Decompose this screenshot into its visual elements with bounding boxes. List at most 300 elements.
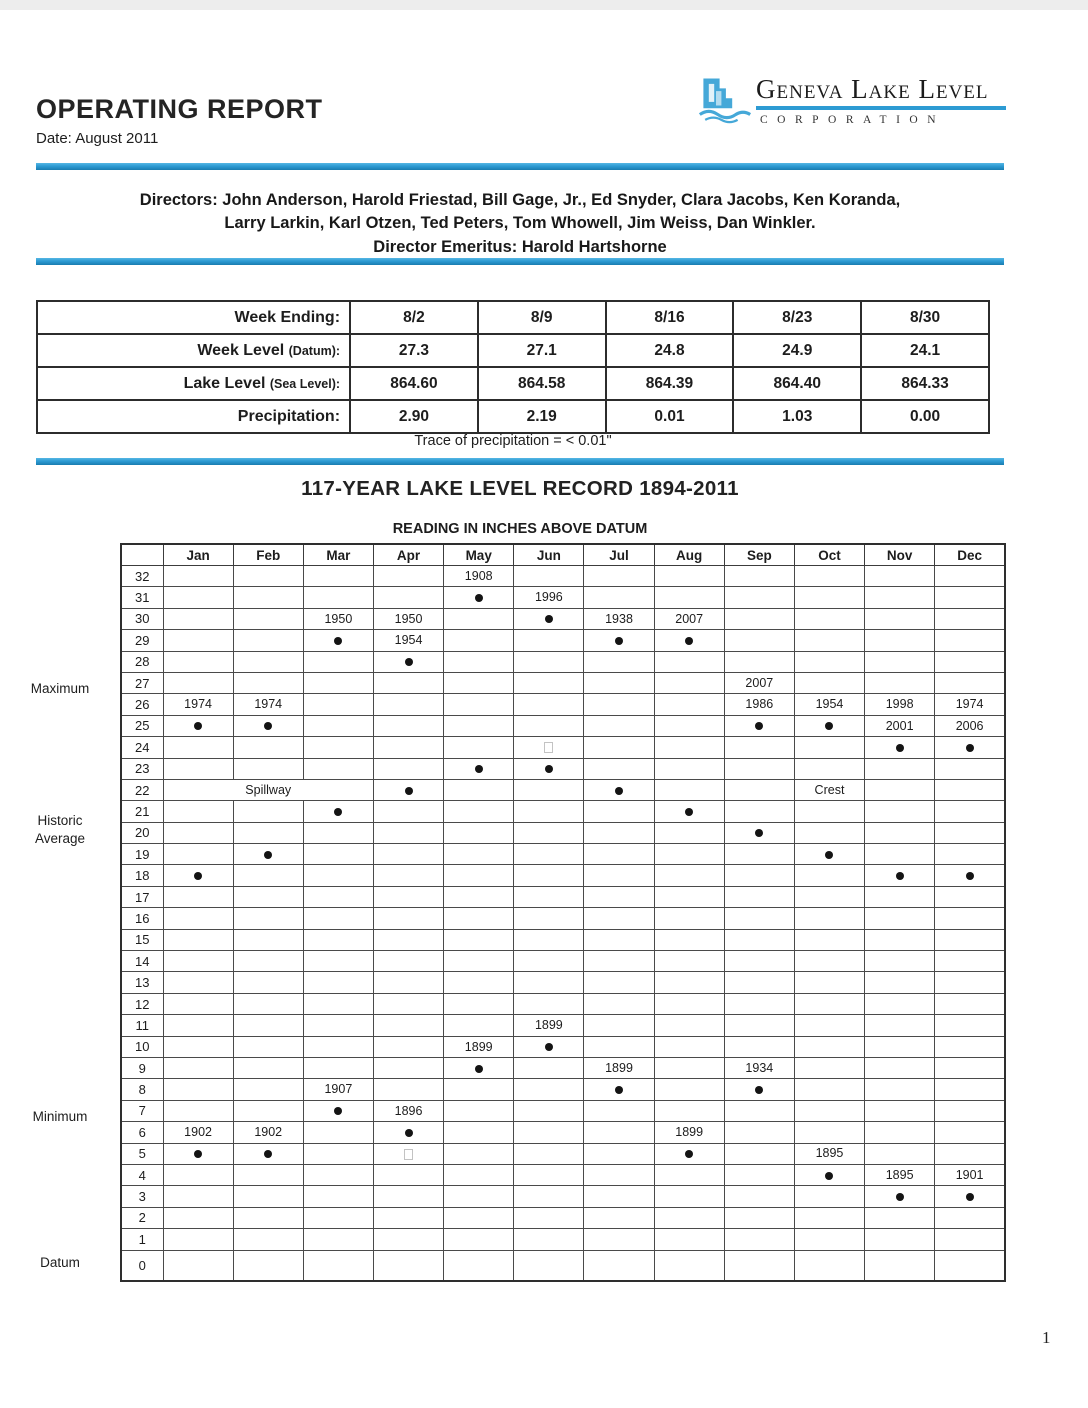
grid-cell bbox=[303, 651, 373, 672]
grid-cell bbox=[373, 758, 443, 779]
directors-line-2: Larry Larkin, Karl Otzen, Ted Peters, Tom Whowell, Jim Weiss, Dan Winkler. bbox=[224, 214, 816, 233]
grid-cell bbox=[514, 993, 584, 1014]
grid-cell bbox=[303, 1229, 373, 1250]
record-year-annotation: 1896 bbox=[373, 1100, 443, 1121]
grid-cell bbox=[373, 1015, 443, 1036]
grid-corner-cell bbox=[121, 544, 163, 566]
grid-cell bbox=[935, 630, 1005, 651]
record-year-annotation: 1895 bbox=[865, 1164, 935, 1185]
grid-cell bbox=[935, 566, 1005, 587]
weekly-row-label: Week Ending: bbox=[37, 301, 350, 334]
record-dot-marker bbox=[966, 744, 974, 752]
grid-cell bbox=[233, 715, 303, 736]
level-tick-label: 20 bbox=[121, 822, 163, 843]
grid-cell bbox=[514, 737, 584, 758]
grid-cell bbox=[163, 608, 233, 629]
grid-cell bbox=[865, 1143, 935, 1164]
record-dot-marker bbox=[825, 722, 833, 730]
grid-cell bbox=[444, 993, 514, 1014]
grid-cell bbox=[865, 972, 935, 993]
grid-cell bbox=[163, 1036, 233, 1057]
record-dot-marker bbox=[545, 615, 553, 623]
grid-cell bbox=[654, 1036, 724, 1057]
grid-cell bbox=[724, 1015, 794, 1036]
grid-cell bbox=[163, 1186, 233, 1207]
grid-cell bbox=[514, 1036, 584, 1057]
grid-cell bbox=[444, 1143, 514, 1164]
grid-cell bbox=[303, 566, 373, 587]
grid-cell bbox=[794, 651, 864, 672]
grid-cell bbox=[654, 886, 724, 907]
level-tick-label: 11 bbox=[121, 1015, 163, 1036]
grid-cell bbox=[794, 1015, 864, 1036]
grid-level-row bbox=[121, 587, 1005, 608]
record-year-annotation: 1908 bbox=[444, 566, 514, 587]
record-year-annotation: 1950 bbox=[303, 608, 373, 629]
record-year-annotation: 1950 bbox=[373, 608, 443, 629]
grid-cell bbox=[724, 951, 794, 972]
grid-cell bbox=[233, 908, 303, 929]
grid-level-row bbox=[121, 929, 1005, 950]
grid-cell bbox=[654, 630, 724, 651]
grid-level-row bbox=[121, 1186, 1005, 1207]
grid-cell bbox=[654, 801, 724, 822]
grid-cell bbox=[935, 651, 1005, 672]
grid-cell bbox=[654, 1079, 724, 1100]
grid-cell bbox=[163, 1207, 233, 1228]
grid-cell bbox=[514, 758, 584, 779]
grid-cell bbox=[794, 630, 864, 651]
month-header-oct: Oct bbox=[794, 544, 864, 566]
historic-average-label: Historic Average bbox=[34, 813, 86, 846]
grid-cell bbox=[865, 1207, 935, 1228]
grid-cell bbox=[163, 1229, 233, 1250]
grid-cell bbox=[724, 908, 794, 929]
grid-cell bbox=[935, 779, 1005, 800]
grid-cell bbox=[373, 1036, 443, 1057]
record-year-annotation: 1974 bbox=[233, 694, 303, 715]
grid-cell bbox=[233, 672, 303, 693]
level-tick-label: 31 bbox=[121, 587, 163, 608]
grid-cell bbox=[444, 758, 514, 779]
grid-cell bbox=[303, 1164, 373, 1185]
grid-level-row bbox=[121, 951, 1005, 972]
grid-cell bbox=[303, 1100, 373, 1121]
grid-cell bbox=[444, 801, 514, 822]
grid-level-row bbox=[121, 608, 1005, 629]
weekly-value-cell: 8/30 bbox=[861, 301, 989, 334]
grid-cell bbox=[654, 1164, 724, 1185]
record-year-annotation: 1902 bbox=[163, 1122, 233, 1143]
grid-cell bbox=[724, 715, 794, 736]
directors-line-3: Director Emeritus: Harold Hartshorne bbox=[373, 237, 667, 256]
grid-cell bbox=[373, 972, 443, 993]
record-year-annotation: 1954 bbox=[794, 694, 864, 715]
grid-cell bbox=[163, 587, 233, 608]
record-year-annotation: 1899 bbox=[654, 1122, 724, 1143]
record-year-annotation: 1901 bbox=[935, 1164, 1005, 1185]
grid-level-row bbox=[121, 1250, 1005, 1281]
grid-cell bbox=[794, 1100, 864, 1121]
grid-cell bbox=[163, 758, 233, 779]
grid-cell bbox=[233, 951, 303, 972]
grid-cell bbox=[584, 993, 654, 1014]
grid-cell bbox=[163, 908, 233, 929]
current-reading-marker bbox=[404, 1149, 413, 1160]
grid-cell bbox=[233, 1100, 303, 1121]
grid-cell bbox=[514, 566, 584, 587]
grid-cell bbox=[865, 1250, 935, 1281]
grid-level-row bbox=[121, 886, 1005, 907]
record-dot-marker bbox=[264, 851, 272, 859]
record-year-annotation: 1899 bbox=[514, 1015, 584, 1036]
grid-cell bbox=[654, 1229, 724, 1250]
grid-cell bbox=[584, 1250, 654, 1281]
grid-cell bbox=[724, 1186, 794, 1207]
grid-cell bbox=[584, 951, 654, 972]
grid-cell bbox=[163, 886, 233, 907]
weekly-value-cell: 8/16 bbox=[606, 301, 734, 334]
grid-cell bbox=[444, 1207, 514, 1228]
grid-cell bbox=[724, 1229, 794, 1250]
level-tick-label: 23 bbox=[121, 758, 163, 779]
grid-cell bbox=[233, 929, 303, 950]
grid-cell bbox=[303, 630, 373, 651]
record-dot-marker bbox=[405, 787, 413, 795]
grid-cell bbox=[794, 1079, 864, 1100]
grid-cell bbox=[444, 1015, 514, 1036]
grid-cell bbox=[935, 886, 1005, 907]
lake-level-record-grid bbox=[30, 543, 1006, 1282]
grid-cell bbox=[794, 908, 864, 929]
grid-cell bbox=[233, 608, 303, 629]
grid-cell bbox=[584, 801, 654, 822]
maximum-level-label: Maximum bbox=[30, 681, 90, 696]
grid-cell bbox=[935, 865, 1005, 886]
grid-cell bbox=[373, 844, 443, 865]
grid-cell bbox=[865, 822, 935, 843]
grid-cell bbox=[654, 737, 724, 758]
grid-cell bbox=[794, 822, 864, 843]
grid-level-row bbox=[121, 651, 1005, 672]
grid-cell bbox=[373, 715, 443, 736]
grid-cell bbox=[865, 651, 935, 672]
grid-cell bbox=[303, 951, 373, 972]
grid-cell bbox=[935, 1036, 1005, 1057]
grid-cell bbox=[724, 758, 794, 779]
grid-cell bbox=[373, 1079, 443, 1100]
record-year-annotation: 1996 bbox=[514, 587, 584, 608]
grid-cell bbox=[935, 1079, 1005, 1100]
grid-cell bbox=[794, 929, 864, 950]
grid-cell bbox=[373, 801, 443, 822]
grid-cell bbox=[303, 1207, 373, 1228]
grid-cell bbox=[865, 865, 935, 886]
grid-cell bbox=[794, 951, 864, 972]
record-dot-marker bbox=[755, 1086, 763, 1094]
grid-cell bbox=[794, 886, 864, 907]
grid-cell bbox=[724, 801, 794, 822]
grid-cell bbox=[794, 1207, 864, 1228]
grid-cell bbox=[514, 951, 584, 972]
grid-cell bbox=[865, 951, 935, 972]
grid-cell bbox=[303, 844, 373, 865]
grid-cell bbox=[303, 801, 373, 822]
grid-cell bbox=[584, 1036, 654, 1057]
grid-cell bbox=[163, 1143, 233, 1164]
grid-cell bbox=[373, 566, 443, 587]
grid-cell bbox=[584, 779, 654, 800]
grid-cell bbox=[444, 951, 514, 972]
record-year-annotation: 1954 bbox=[373, 630, 443, 651]
grid-cell bbox=[514, 1186, 584, 1207]
grid-cell bbox=[935, 1057, 1005, 1078]
grid-cell bbox=[865, 672, 935, 693]
record-dot-marker bbox=[966, 1193, 974, 1201]
scan-edge bbox=[0, 0, 1088, 10]
page-title: OPERATING REPORT bbox=[36, 94, 323, 124]
grid-level-row bbox=[121, 1122, 1005, 1143]
grid-cell bbox=[303, 715, 373, 736]
grid-cell bbox=[584, 929, 654, 950]
grid-cell bbox=[163, 672, 233, 693]
grid-cell bbox=[373, 737, 443, 758]
grid-cell bbox=[935, 672, 1005, 693]
weekly-value-cell: 1.03 bbox=[733, 400, 861, 433]
record-year-annotation: 1986 bbox=[724, 694, 794, 715]
weekly-value-cell: 8/9 bbox=[478, 301, 606, 334]
grid-level-row bbox=[121, 972, 1005, 993]
grid-cell bbox=[303, 1122, 373, 1143]
grid-cell bbox=[233, 801, 303, 822]
weekly-row-label: Precipitation: bbox=[37, 400, 350, 433]
grid-cell bbox=[865, 1100, 935, 1121]
grid-cell bbox=[303, 993, 373, 1014]
level-tick-label: 18 bbox=[121, 865, 163, 886]
grid-cell bbox=[373, 929, 443, 950]
record-year-annotation: 1974 bbox=[163, 694, 233, 715]
grid-cell bbox=[935, 737, 1005, 758]
grid-cell bbox=[373, 1057, 443, 1078]
spillway-label: Spillway bbox=[163, 779, 373, 800]
grid-cell bbox=[724, 1250, 794, 1281]
grid-cell bbox=[373, 1207, 443, 1228]
grid-cell bbox=[865, 1079, 935, 1100]
grid-level-row bbox=[121, 758, 1005, 779]
grid-cell bbox=[163, 993, 233, 1014]
grid-cell bbox=[163, 972, 233, 993]
grid-cell bbox=[724, 630, 794, 651]
month-header-jul: Jul bbox=[584, 544, 654, 566]
grid-cell bbox=[514, 1143, 584, 1164]
grid-cell bbox=[303, 694, 373, 715]
weekly-value-cell: 864.33 bbox=[861, 367, 989, 400]
grid-cell bbox=[584, 630, 654, 651]
grid-cell bbox=[794, 608, 864, 629]
grid-cell bbox=[935, 608, 1005, 629]
grid-cell bbox=[584, 587, 654, 608]
grid-cell bbox=[724, 929, 794, 950]
grid-cell bbox=[444, 1057, 514, 1078]
month-header-jan: Jan bbox=[163, 544, 233, 566]
grid-cell bbox=[865, 1122, 935, 1143]
record-dot-marker bbox=[615, 637, 623, 645]
grid-cell bbox=[584, 651, 654, 672]
grid-cell bbox=[444, 1079, 514, 1100]
level-tick-label: 10 bbox=[121, 1036, 163, 1057]
grid-cell bbox=[724, 1079, 794, 1100]
grid-cell bbox=[444, 886, 514, 907]
grid-cell bbox=[654, 587, 724, 608]
weekly-value-cell: 8/2 bbox=[350, 301, 478, 334]
grid-cell bbox=[865, 929, 935, 950]
weekly-value-cell: 2.19 bbox=[478, 400, 606, 433]
grid-cell bbox=[514, 1164, 584, 1185]
grid-cell bbox=[584, 1164, 654, 1185]
grid-cell bbox=[373, 865, 443, 886]
grid-cell bbox=[163, 865, 233, 886]
grid-cell bbox=[444, 608, 514, 629]
grid-cell bbox=[794, 972, 864, 993]
grid-cell bbox=[373, 694, 443, 715]
grid-cell bbox=[444, 587, 514, 608]
grid-cell bbox=[794, 801, 864, 822]
grid-cell bbox=[303, 822, 373, 843]
grid-cell bbox=[444, 908, 514, 929]
record-year-annotation: 1899 bbox=[584, 1057, 654, 1078]
grid-cell bbox=[233, 758, 303, 779]
grid-level-row bbox=[121, 779, 1005, 800]
grid-cell bbox=[163, 1100, 233, 1121]
grid-cell bbox=[794, 587, 864, 608]
grid-cell bbox=[584, 1207, 654, 1228]
grid-level-row bbox=[121, 865, 1005, 886]
record-dot-marker bbox=[896, 872, 904, 880]
grid-cell bbox=[163, 630, 233, 651]
grid-cell bbox=[654, 1057, 724, 1078]
grid-cell bbox=[233, 1143, 303, 1164]
grid-cell bbox=[724, 844, 794, 865]
grid-cell bbox=[654, 1100, 724, 1121]
grid-cell bbox=[303, 758, 373, 779]
grid-cell bbox=[584, 737, 654, 758]
record-dot-marker bbox=[405, 658, 413, 666]
grid-cell bbox=[514, 1229, 584, 1250]
grid-cell bbox=[233, 822, 303, 843]
weekly-value-cell: 0.00 bbox=[861, 400, 989, 433]
grid-cell bbox=[163, 1057, 233, 1078]
grid-cell bbox=[865, 801, 935, 822]
grid-level-row bbox=[121, 801, 1005, 822]
grid-cell bbox=[373, 779, 443, 800]
grid-cell bbox=[163, 651, 233, 672]
record-dot-marker bbox=[264, 722, 272, 730]
record-year-annotation: 1895 bbox=[794, 1143, 864, 1164]
grid-cell bbox=[444, 1164, 514, 1185]
grid-cell bbox=[584, 1015, 654, 1036]
level-tick-label: 30 bbox=[121, 608, 163, 629]
grid-level-row bbox=[121, 566, 1005, 587]
record-dot-marker bbox=[966, 872, 974, 880]
record-section-subtitle: READING IN INCHES ABOVE DATUM bbox=[392, 521, 648, 537]
grid-cell bbox=[724, 822, 794, 843]
grid-cell bbox=[935, 801, 1005, 822]
grid-cell bbox=[584, 886, 654, 907]
grid-cell bbox=[794, 1036, 864, 1057]
grid-cell bbox=[233, 1229, 303, 1250]
grid-cell bbox=[373, 822, 443, 843]
grid-cell bbox=[584, 822, 654, 843]
weekly-value-cell: 864.58 bbox=[478, 367, 606, 400]
grid-cell bbox=[233, 1057, 303, 1078]
level-tick-label: 0 bbox=[121, 1250, 163, 1281]
grid-cell bbox=[724, 566, 794, 587]
grid-cell bbox=[865, 1186, 935, 1207]
level-tick-label: 26 bbox=[121, 694, 163, 715]
grid-cell bbox=[444, 844, 514, 865]
record-year-annotation: 1907 bbox=[303, 1079, 373, 1100]
grid-cell bbox=[514, 779, 584, 800]
grid-cell bbox=[373, 886, 443, 907]
grid-cell bbox=[444, 737, 514, 758]
grid-cell bbox=[373, 1122, 443, 1143]
grid-cell bbox=[163, 822, 233, 843]
grid-level-row bbox=[121, 1207, 1005, 1228]
grid-cell bbox=[233, 1186, 303, 1207]
record-dot-marker bbox=[685, 637, 693, 645]
report-date: Date: August 2011 bbox=[36, 130, 159, 147]
grid-level-row bbox=[121, 844, 1005, 865]
grid-cell bbox=[935, 929, 1005, 950]
grid-cell bbox=[724, 651, 794, 672]
grid-cell bbox=[303, 972, 373, 993]
record-dot-marker bbox=[615, 1086, 623, 1094]
grid-level-row bbox=[121, 1057, 1005, 1078]
grid-cell bbox=[303, 886, 373, 907]
grid-cell bbox=[865, 844, 935, 865]
grid-cell bbox=[514, 886, 584, 907]
grid-cell bbox=[373, 672, 443, 693]
grid-cell bbox=[584, 908, 654, 929]
grid-cell bbox=[865, 993, 935, 1014]
grid-cell bbox=[163, 1164, 233, 1185]
grid-cell bbox=[865, 886, 935, 907]
grid-cell bbox=[584, 844, 654, 865]
grid-cell bbox=[724, 779, 794, 800]
grid-cell bbox=[584, 1079, 654, 1100]
grid-level-row bbox=[121, 1100, 1005, 1121]
grid-cell bbox=[865, 1229, 935, 1250]
record-dot-marker bbox=[194, 1150, 202, 1158]
level-tick-label: 6 bbox=[121, 1122, 163, 1143]
grid-cell bbox=[373, 951, 443, 972]
grid-cell bbox=[654, 672, 724, 693]
record-dot-marker bbox=[475, 594, 483, 602]
grid-cell bbox=[584, 1143, 654, 1164]
month-header-may: May bbox=[444, 544, 514, 566]
grid-cell bbox=[724, 1143, 794, 1164]
grid-cell bbox=[654, 908, 724, 929]
grid-cell bbox=[654, 758, 724, 779]
crest-label: Crest bbox=[794, 779, 864, 800]
logo-company-name: Geneva Lake Level bbox=[756, 76, 1006, 110]
grid-cell bbox=[724, 1100, 794, 1121]
grid-level-row bbox=[121, 1143, 1005, 1164]
weekly-table-row bbox=[37, 367, 989, 400]
grid-cell bbox=[514, 608, 584, 629]
grid-cell bbox=[233, 651, 303, 672]
grid-cell bbox=[303, 1143, 373, 1164]
